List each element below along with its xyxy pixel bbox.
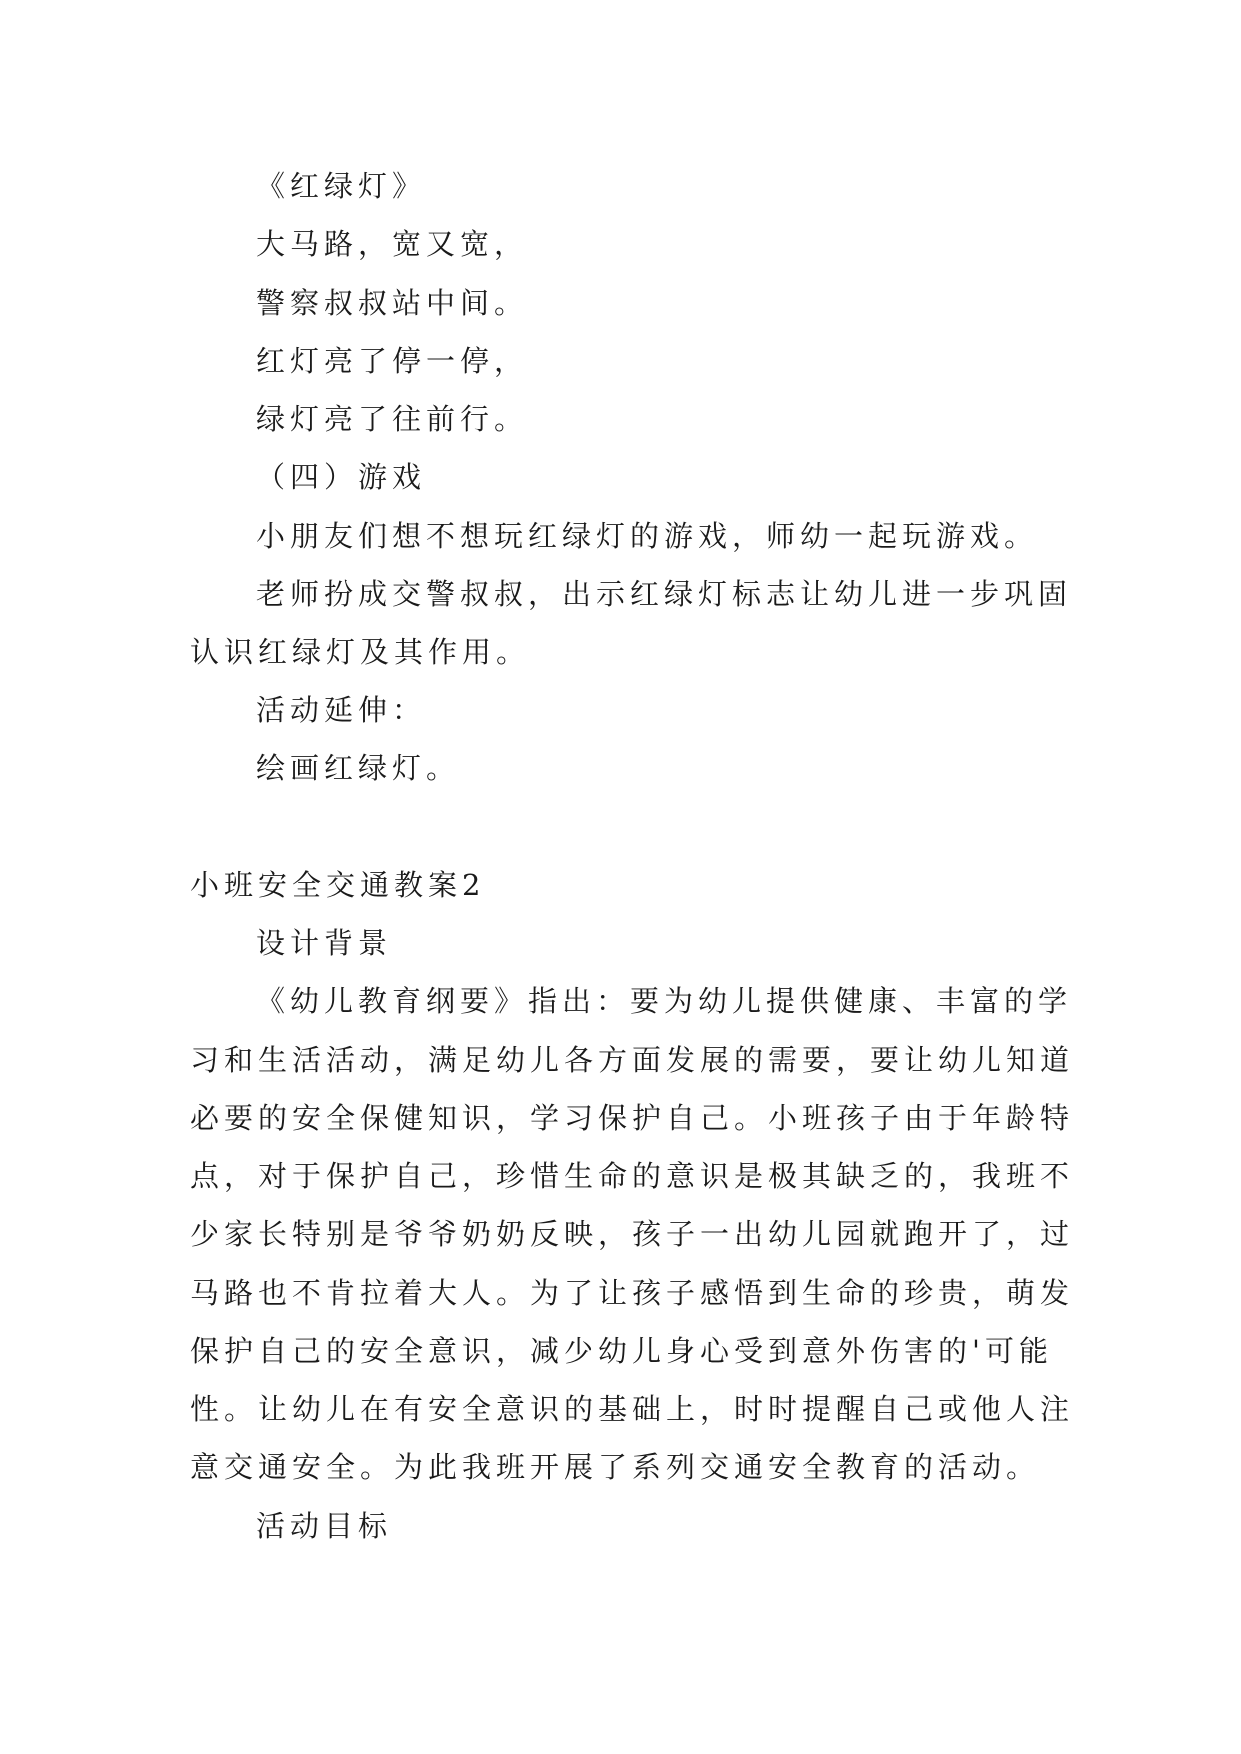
paragraph-line: 马路也不肯拉着大人。为了让孩子感悟到生命的珍贵，萌发 [190, 1276, 1075, 1310]
paragraph-line: 《幼儿教育纲要》指出：要为幼儿提供健康、丰富的学 [256, 984, 1073, 1018]
paragraph-line: 认识红绿灯及其作用。 [190, 635, 531, 669]
extension-text: 绘画红绿灯。 [256, 751, 461, 785]
paragraph-line: 必要的安全保健知识，学习保护自己。小班孩子由于年龄特 [190, 1101, 1075, 1135]
paragraph-line: 小朋友们想不想玩红绿灯的游戏，师幼一起玩游戏。 [256, 519, 1039, 553]
poem-title: 《红绿灯》 [256, 169, 427, 203]
poem-line: 警察叔叔站中间。 [256, 286, 529, 320]
poem-line: 红灯亮了停一停， [256, 344, 529, 378]
section-heading-goals: 活动目标 [256, 1509, 393, 1543]
paragraph-line: 保护自己的安全意识，减少幼儿身心受到意外伤害的'可能 [190, 1334, 1053, 1368]
lesson-title: 小班安全交通教案2 [190, 868, 486, 902]
section-heading-background: 设计背景 [256, 926, 393, 960]
paragraph-line: 点，对于保护自己，珍惜生命的意识是极其缺乏的，我班不 [190, 1159, 1075, 1193]
paragraph-line: 老师扮成交警叔叔，出示红绿灯标志让幼儿进一步巩固 [256, 577, 1073, 611]
extension-heading: 活动延伸： [256, 693, 427, 727]
paragraph-line: 意交通安全。为此我班开展了系列交通安全教育的活动。 [190, 1450, 1041, 1484]
paragraph-line: 性。让幼儿在有安全意识的基础上，时时提醒自己或他人注 [190, 1392, 1075, 1426]
section-heading-game: （四）游戏 [256, 460, 427, 494]
paragraph-line: 少家长特别是爷爷奶奶反映，孩子一出幼儿园就跑开了，过 [190, 1217, 1075, 1251]
poem-line: 绿灯亮了往前行。 [256, 402, 529, 436]
poem-line: 大马路，宽又宽， [256, 227, 529, 261]
paragraph-line: 习和生活活动，满足幼儿各方面发展的需要，要让幼儿知道 [190, 1043, 1075, 1077]
